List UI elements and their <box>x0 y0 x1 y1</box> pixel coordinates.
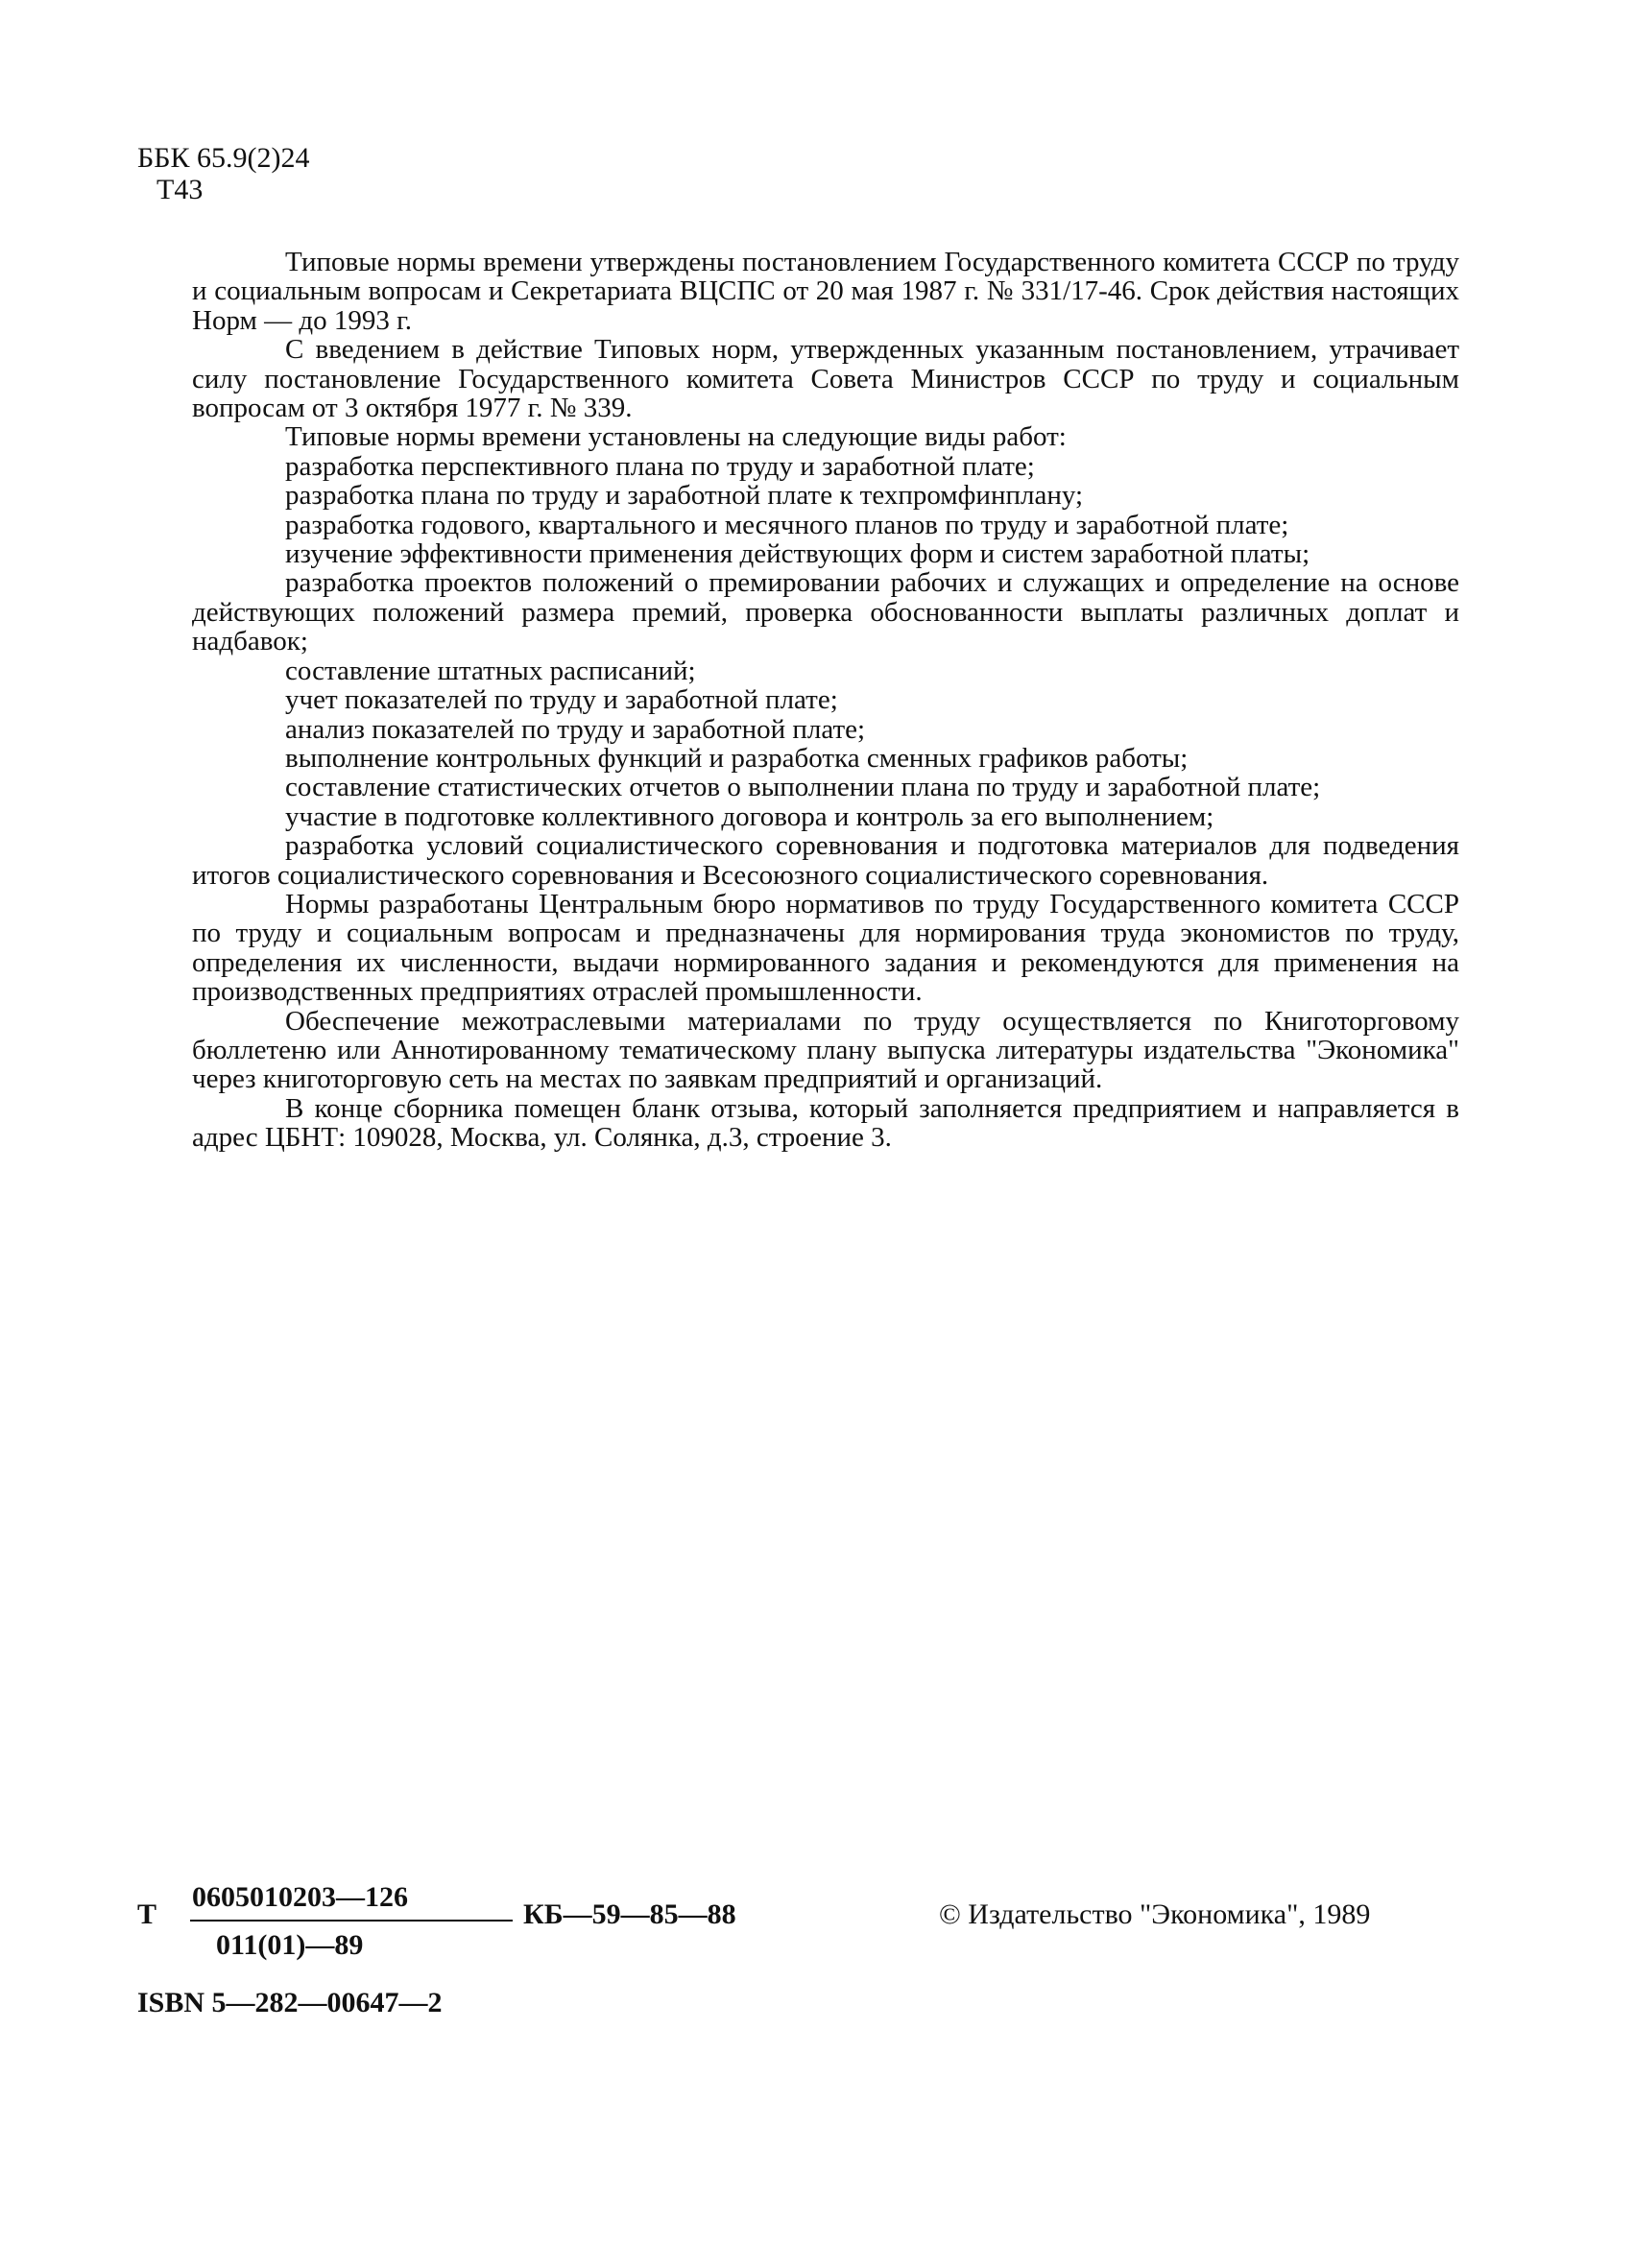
body-text <box>192 248 1459 1153</box>
list-item: учет показателей по труду и заработной плате; <box>285 684 838 716</box>
paragraph: В конце сборника помещен бланк отзыва, который заполняется предприятием и направляется в адрес ЦБНТ: 109028, Москва, ул. Солянка, д.3, строение 3. <box>192 1092 1459 1154</box>
index-denominator: 011(01)—89 <box>216 1929 364 1961</box>
list-item: выполнение контрольных функций и разработка сменных графиков работы; <box>285 742 1189 774</box>
kb-code: КБ—59—85—88 <box>523 1898 736 1930</box>
list-item: разработка проектов положений о премировании рабочих и служащих и определение на основе действующих положений размера премий, проверка обоснованности выплаты различных доплат и надбавок; <box>192 567 1459 657</box>
list-item: составление статистических отчетов о выполнении плана по труду и заработной плате; <box>285 772 1321 803</box>
author-mark: Т43 <box>156 174 204 205</box>
list-item: разработка перспективного плана по труду и заработной плате; <box>285 450 1035 482</box>
bbk-block <box>137 142 309 205</box>
paragraph: Типовые нормы времени установлены на следующие виды работ: <box>285 421 1067 453</box>
copyright-notice: © Издательство "Экономика", 1989 <box>939 1898 1371 1930</box>
fraction-line <box>190 1920 513 1922</box>
imprint-block <box>0 1881 1634 2073</box>
list-item: участие в подготовке коллективного договора и контроль за его выполнением; <box>285 800 1214 832</box>
list-item: изучение эффективности применения действующих форм и систем заработной платы; <box>285 538 1310 570</box>
list-item: разработка годового, квартального и месячного планов по труду и заработной плате; <box>285 509 1289 540</box>
isbn: ISBN 5—282—00647—2 <box>137 1987 443 2018</box>
bbk-code: ББК 65.9(2)24 <box>137 142 310 174</box>
paragraph: Нормы разработаны Центральным бюро нормативов по труду Государственного комитета СССР по труду и социальным вопросам и предназначены для нормирования труда экономистов по труду, определения их численности, выдачи нормированного задания и рекомендуются для применения на производственных предприятиях отраслей промышленности. <box>192 888 1459 1008</box>
paragraph: С введением в действие Типовых норм, утвержденных указанным постановлением, утрачивает силу постановление Государственного комитета Совета Министров СССР по труду и социальным вопросам от 3 октября 1977 г. № 339. <box>192 334 1459 424</box>
index-numerator: 0605010203—126 <box>192 1881 408 1913</box>
paragraph: Обеспечение межотраслевыми материалами по труду осуществляется по Книготорговому бюллетеню или Аннотированному тематическому плану выпуска литературы издательства "Экономика" через книготорговую сеть на местах по заявкам предприятий и организаций. <box>192 1005 1459 1095</box>
list-item: составление штатных расписаний; <box>285 655 696 686</box>
list-item: анализ показателей по труду и заработной плате; <box>285 713 866 745</box>
imprint-letter: Т <box>137 1898 157 1930</box>
list-item: разработка условий социалистического соревнования и подготовка материалов для подведения итогов социалистического соревнования и Всесоюзного социалистического соревнования. <box>192 830 1459 891</box>
paragraph: Типовые нормы времени утверждены постановлением Государственного комитета СССР по труду и социальным вопросам и Секретариата ВЦСПС от 20 мая 1987 г. № 331/17-46. Срок действия настоящих Норм — до 1993 г. <box>192 247 1459 336</box>
list-item: разработка плана по труду и заработной плате к техпромфинплану; <box>285 480 1084 512</box>
